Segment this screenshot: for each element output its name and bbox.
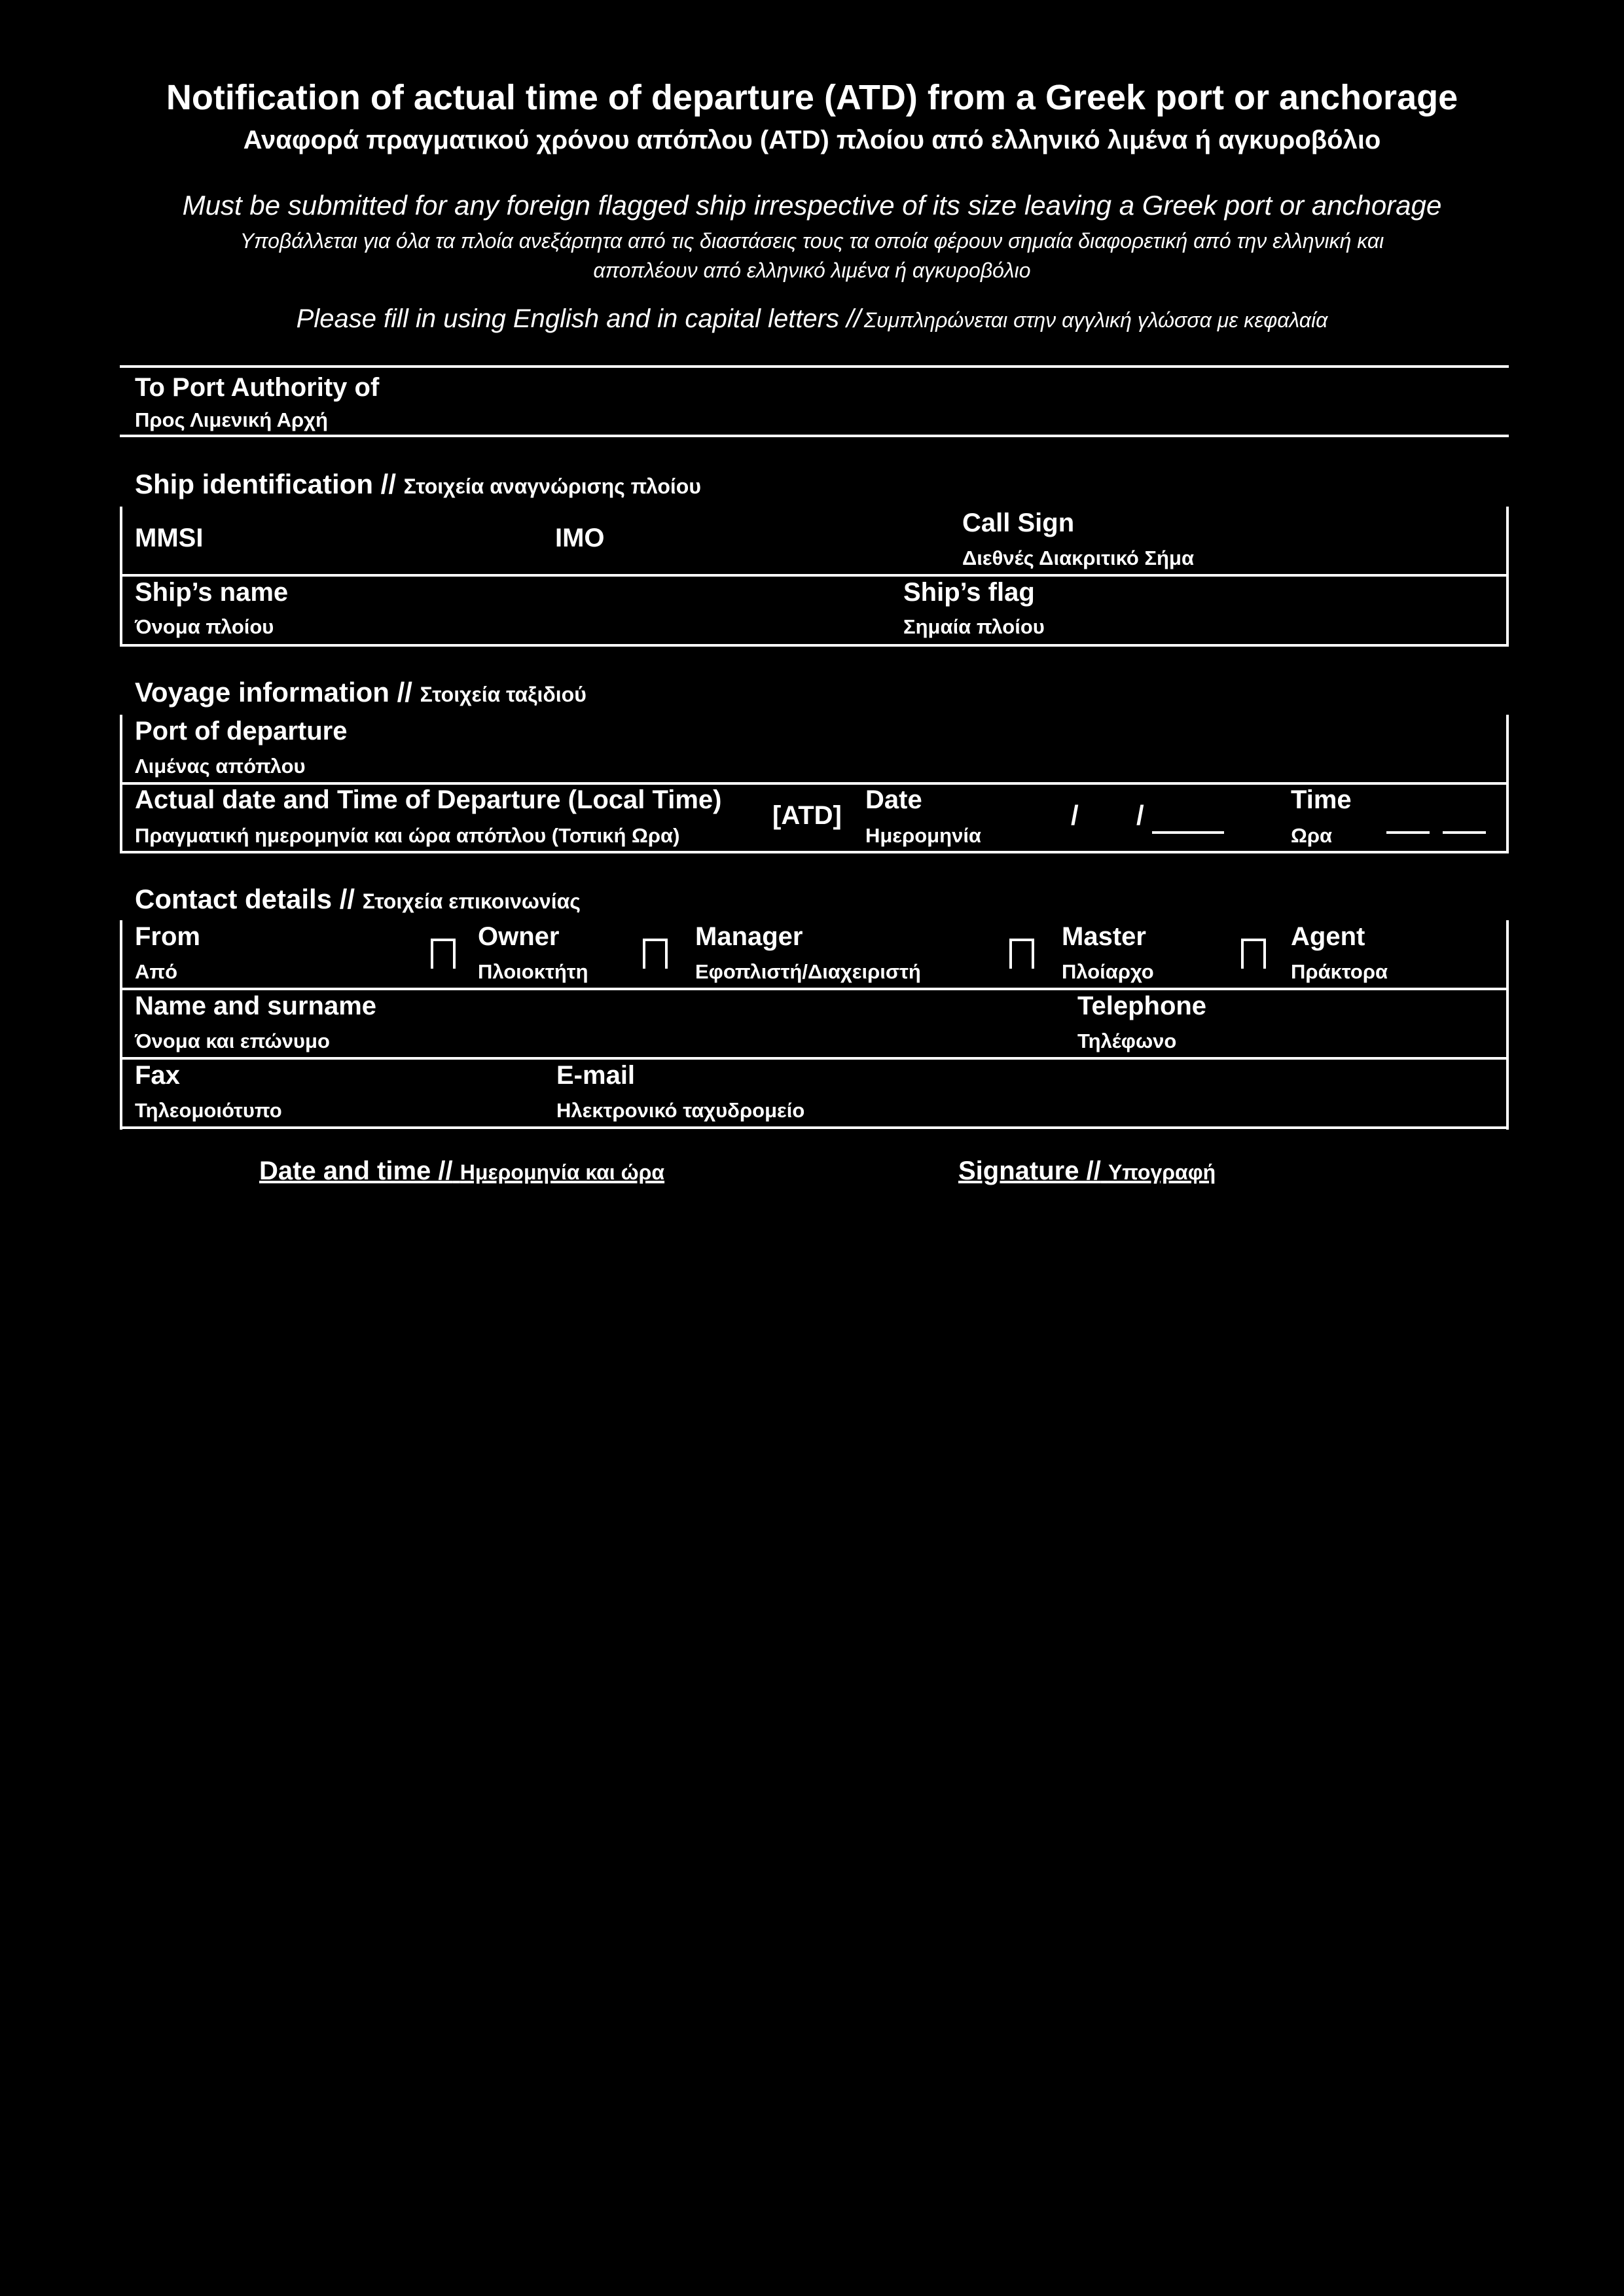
- date-label: Date: [865, 785, 922, 814]
- fax-label-greek: Τηλεομοιότυπο: [135, 1099, 282, 1122]
- signature-footer-en: Signature //: [958, 1157, 1101, 1185]
- agent-label: Agent: [1291, 922, 1365, 951]
- telephone-field[interactable]: [1244, 994, 1499, 1052]
- signature-footer: [958, 1157, 1216, 1186]
- owner-checkbox[interactable]: [431, 939, 456, 969]
- fill-instructions-gr: Συμπληρώνεται στην αγγλική γλώσσα με κεφαλαία: [863, 308, 1328, 332]
- time-minutes-field[interactable]: [1443, 831, 1486, 834]
- atd-label-greek: Πραγματική ημερομηνία και ώρα απόπλου (Τοπική Ωρα): [135, 824, 680, 847]
- fill-instructions-en: Please fill in using English and in capital letters //: [296, 304, 861, 333]
- contact-details-heading-en: Contact details //: [135, 884, 355, 914]
- email-label: E-mail: [556, 1061, 636, 1090]
- atd-tag: [ATD]: [772, 801, 842, 830]
- contact-table-left-border: [120, 920, 122, 1130]
- port-of-departure-field[interactable]: [367, 720, 1499, 778]
- name-surname-label: Name and surname: [135, 992, 377, 1020]
- master-label-greek: Πλοίαρχο: [1062, 960, 1154, 983]
- name-surname-field[interactable]: [406, 994, 1054, 1052]
- telephone-label-greek: Τηλέφωνο: [1077, 1030, 1177, 1052]
- ship-table-row-divider: [120, 574, 1509, 577]
- from-label-greek: Από: [135, 960, 178, 983]
- divider-top: [120, 365, 1509, 368]
- ship-flag-field[interactable]: [1100, 579, 1499, 641]
- date-month-field[interactable]: [1087, 792, 1132, 844]
- manager-label: Manager: [695, 922, 803, 951]
- signature-area[interactable]: [958, 1198, 1416, 1329]
- form-subtitle-greek: Αναφορά πραγματικού χρόνου απόπλου (ATD) πλοίου από ελληνικό λιμένα ή αγκυροβόλιο: [243, 126, 1381, 154]
- time-hours-field[interactable]: [1386, 831, 1430, 834]
- manager-label-greek: Εφοπλιστή/Διαχειριστή: [695, 960, 921, 983]
- agent-label-greek: Πράκτορα: [1291, 960, 1388, 983]
- ship-identification-heading: [135, 469, 701, 500]
- time-label-greek: Ωρα: [1291, 824, 1333, 847]
- contact-table-row-divider-1: [120, 988, 1509, 990]
- manager-checkbox[interactable]: [643, 939, 668, 969]
- contact-table-right-border: [1506, 920, 1509, 1130]
- time-label: Time: [1291, 785, 1352, 814]
- imo-label: IMO: [555, 524, 605, 552]
- email-field[interactable]: [655, 1063, 1499, 1122]
- imo-field[interactable]: [622, 514, 949, 569]
- submission-note-greek-line1: Υποβάλλεται για όλα τα πλοία ανεξάρτητα από τις διαστάσεις τους τα οποία φέρουν σημαία διαφορετική από την ελληνική και: [240, 229, 1384, 253]
- ship-table-left-border: [120, 507, 122, 647]
- port-of-departure-label: Port of departure: [135, 717, 348, 745]
- fax-field[interactable]: [209, 1063, 543, 1122]
- master-label: Master: [1062, 922, 1146, 951]
- port-authority-field[interactable]: [458, 370, 1506, 435]
- date-time-footer-en: Date and time //: [259, 1157, 453, 1185]
- atd-label: Actual date and Time of Departure (Local Time): [135, 785, 722, 814]
- voyage-table-row-divider: [120, 782, 1509, 785]
- ship-flag-label: Ship’s flag: [903, 578, 1035, 607]
- date-time-signing-area[interactable]: [259, 1198, 717, 1329]
- form-title: Notification of actual time of departure (ATD) from a Greek port or anchorage: [166, 78, 1458, 117]
- ship-name-field[interactable]: [327, 579, 884, 641]
- signature-footer-gr: Υπογραφή: [1108, 1160, 1216, 1184]
- call-sign-field[interactable]: [1231, 514, 1499, 569]
- call-sign-label-greek: Διεθνές Διακριτικό Σήμα: [962, 547, 1195, 569]
- voyage-information-heading-gr: Στοιχεία ταξιδιού: [420, 683, 586, 706]
- port-of-departure-label-greek: Λιμένας απόπλου: [135, 755, 306, 778]
- ship-identification-heading-en: Ship identification //: [135, 469, 396, 499]
- agent-checkbox[interactable]: [1241, 939, 1266, 969]
- voyage-information-heading-en: Voyage information //: [135, 677, 412, 708]
- fill-instructions: [0, 304, 1624, 334]
- mmsi-field[interactable]: [216, 514, 543, 569]
- fax-label: Fax: [135, 1061, 180, 1090]
- contact-details-heading: [135, 884, 581, 915]
- from-label: From: [135, 922, 200, 951]
- owner-label: Owner: [478, 922, 560, 951]
- ship-name-label: Ship’s name: [135, 578, 289, 607]
- submission-note: Must be submitted for any foreign flagged ship irrespective of its size leaving a Greek port or anchorage: [182, 190, 1442, 221]
- contact-table-row-divider-2: [120, 1057, 1509, 1060]
- voyage-table-bottom-border: [120, 851, 1509, 853]
- master-checkbox[interactable]: [1009, 939, 1034, 969]
- date-label-greek: Ημερομηνία: [865, 824, 981, 847]
- ship-identification-heading-gr: Στοιχεία αναγνώρισης πλοίου: [403, 475, 701, 498]
- ship-table-right-border: [1506, 507, 1509, 647]
- owner-label-greek: Πλοιοκτήτη: [478, 960, 588, 983]
- ship-name-label-greek: Όνομα πλοίου: [135, 615, 274, 638]
- date-day-field[interactable]: [1021, 792, 1060, 844]
- voyage-information-heading: [135, 677, 586, 708]
- date-time-footer: [259, 1157, 664, 1186]
- submission-note-greek-line2: αποπλέουν από ελληνικό λιμένα ή αγκυροβόλιο: [593, 259, 1031, 282]
- contact-table-bottom-border: [120, 1126, 1509, 1129]
- call-sign-label: Call Sign: [962, 509, 1075, 537]
- mmsi-label: MMSI: [135, 524, 204, 552]
- date-time-footer-gr: Ημερομηνία και ώρα: [460, 1160, 665, 1184]
- ship-flag-label-greek: Σημαία πλοίου: [903, 615, 1045, 638]
- date-separator-2: /: [1136, 800, 1144, 831]
- telephone-label: Telephone: [1077, 992, 1207, 1020]
- port-authority-label-greek: Προς Λιμενική Αρχή: [135, 408, 328, 431]
- date-year-field[interactable]: [1152, 831, 1224, 834]
- name-surname-label-greek: Όνομα και επώνυμο: [135, 1030, 330, 1052]
- ship-table-bottom-border: [120, 644, 1509, 647]
- divider-bottom: [120, 435, 1509, 437]
- email-label-greek: Ηλεκτρονικό ταχυδρομείο: [556, 1099, 805, 1122]
- port-authority-label: To Port Authority of: [135, 373, 380, 402]
- contact-details-heading-gr: Στοιχεία επικοινωνίας: [362, 889, 581, 913]
- date-separator-1: /: [1071, 800, 1079, 831]
